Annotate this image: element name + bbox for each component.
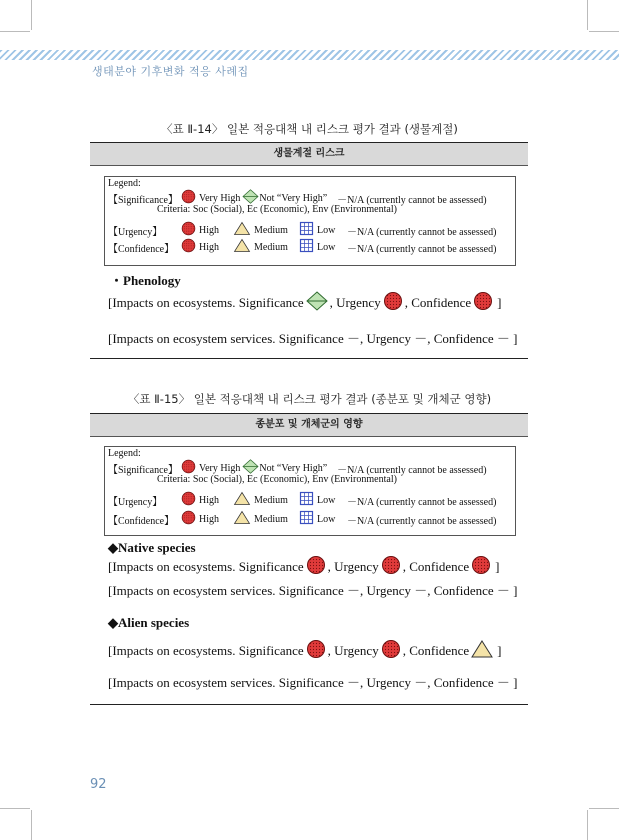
- legend-title: Legend:: [108, 448, 141, 459]
- services-text: [Impacts on ecosystem services. Significance －, Urgency －, Confidence － ]: [108, 331, 518, 346]
- high-circle-icon: [181, 238, 196, 256]
- native-species-heading: ◆Native species: [108, 540, 196, 555]
- legend-not-very-high: Not “Very High”: [259, 192, 328, 204]
- legend-criteria: Criteria: Soc (Social), Ec (Economic), Env (Environmental): [157, 474, 397, 485]
- confidence-label: , Confidence: [402, 643, 470, 658]
- legend-box-1: [104, 176, 516, 266]
- page-number: 92: [90, 777, 107, 792]
- ecosystem-impacts-row: [108, 291, 501, 315]
- legend-significance-label: 【Significance】: [108, 464, 178, 476]
- high-circle-icon: [181, 491, 196, 509]
- running-header: 생태분야 기후변화 적응 사례집: [92, 65, 249, 78]
- legend-na: －N/A (currently cannot be assessed): [337, 464, 487, 476]
- legend-very-high: Very High: [199, 192, 241, 204]
- legend-urgency-label: 【Urgency】: [108, 496, 163, 508]
- legend-significance-label: 【Significance】: [108, 194, 178, 206]
- impacts-label: [Impacts on ecosystems. Significance: [108, 643, 304, 658]
- table-caption-2: 〈표 Ⅱ-15〉 일본 적응대책 내 리스크 평가 결과 (종분포 및 개체군 영향): [127, 392, 492, 406]
- legend-low: Low: [317, 494, 336, 506]
- table-header-band-2: 종분포 및 개체군의 영향: [90, 413, 528, 437]
- legend-medium: Medium: [254, 241, 288, 253]
- legend-high: High: [199, 241, 219, 253]
- legend-criteria: Criteria: Soc (Social), Ec (Economic), Env (Environmental): [157, 204, 397, 215]
- legend-box-2: [104, 446, 516, 536]
- phenology-heading: ・Phenology: [110, 273, 181, 288]
- legend-low: Low: [317, 241, 336, 253]
- crop-mark: [0, 31, 30, 32]
- medium-triangle-icon: [233, 491, 251, 509]
- close-bracket: ]: [497, 643, 502, 658]
- legend-na: －N/A (currently cannot be assessed): [347, 226, 497, 238]
- crop-mark: [587, 0, 588, 30]
- low-square-icon: [299, 238, 314, 256]
- legend-confidence-label: 【Confidence】: [108, 243, 175, 255]
- services-text: [Impacts on ecosystem services. Significance －, Urgency －, Confidence － ]: [108, 675, 518, 690]
- crop-mark: [0, 808, 30, 809]
- crop-mark: [589, 808, 619, 809]
- crop-mark: [31, 0, 32, 30]
- high-circle-icon: [471, 555, 491, 579]
- alien-species-heading: ◆Alien species: [108, 615, 190, 630]
- legend-na: －N/A (currently cannot be assessed): [347, 515, 497, 527]
- medium-triangle-icon: [233, 221, 251, 239]
- close-bracket: ]: [495, 559, 500, 574]
- legend-medium: Medium: [254, 494, 288, 506]
- diamond-icon: [306, 291, 328, 315]
- legend-title: Legend:: [108, 178, 141, 189]
- legend-na: －N/A (currently cannot be assessed): [347, 243, 497, 255]
- impacts-label: [Impacts on ecosystems. Significance: [108, 295, 304, 310]
- high-circle-icon: [181, 510, 196, 528]
- close-bracket: ]: [497, 295, 502, 310]
- table-header-band-1: 생물계절 리스크: [90, 142, 528, 166]
- services-text: [Impacts on ecosystem services. Significance －, Urgency －, Confidence － ]: [108, 583, 518, 598]
- native-ecosystem-services-row: [108, 580, 518, 599]
- high-circle-icon: [383, 291, 403, 315]
- legend-low: Low: [317, 513, 336, 525]
- legend-very-high: Very High: [199, 462, 241, 474]
- ecosystem-services-row: [108, 328, 518, 347]
- crop-mark: [587, 810, 588, 840]
- legend-na: －N/A (currently cannot be assessed): [347, 496, 497, 508]
- confidence-label: , Confidence: [402, 559, 470, 574]
- table-bottom-rule-2: [90, 704, 528, 705]
- high-circle-icon: [306, 639, 326, 663]
- table-bottom-rule-1: [90, 358, 528, 359]
- impacts-label: [Impacts on ecosystems. Significance: [108, 559, 304, 574]
- legend-not-very-high: Not “Very High”: [259, 462, 328, 474]
- medium-triangle-icon: [233, 510, 251, 528]
- low-square-icon: [299, 510, 314, 528]
- high-circle-icon: [181, 221, 196, 239]
- medium-triangle-icon: [233, 238, 251, 256]
- high-circle-icon: [381, 555, 401, 579]
- high-circle-icon: [381, 639, 401, 663]
- alien-ecosystem-services-row: [108, 672, 518, 691]
- table-caption-1: 〈표 Ⅱ-14〉 일본 적응대책 내 리스크 평가 결과 (생물계절): [161, 122, 458, 136]
- low-square-icon: [299, 491, 314, 509]
- legend-na: －N/A (currently cannot be assessed): [337, 194, 487, 206]
- header-stripe: [0, 50, 619, 60]
- legend-urgency-label: 【Urgency】: [108, 226, 163, 238]
- medium-triangle-icon: [471, 639, 493, 663]
- urgency-label: , Urgency: [327, 559, 379, 574]
- legend-high: High: [199, 513, 219, 525]
- legend-medium: Medium: [254, 513, 288, 525]
- low-square-icon: [299, 221, 314, 239]
- legend-low: Low: [317, 224, 336, 236]
- urgency-label: , Urgency: [327, 643, 379, 658]
- alien-ecosystem-impacts-row: [108, 639, 501, 663]
- high-circle-icon: [306, 555, 326, 579]
- legend-medium: Medium: [254, 224, 288, 236]
- crop-mark: [589, 31, 619, 32]
- legend-high: High: [199, 224, 219, 236]
- crop-mark: [31, 810, 32, 840]
- confidence-label: , Confidence: [404, 295, 472, 310]
- native-ecosystem-impacts-row: [108, 555, 499, 579]
- legend-high: High: [199, 494, 219, 506]
- high-circle-icon: [473, 291, 493, 315]
- urgency-label: , Urgency: [329, 295, 381, 310]
- legend-confidence-label: 【Confidence】: [108, 515, 175, 527]
